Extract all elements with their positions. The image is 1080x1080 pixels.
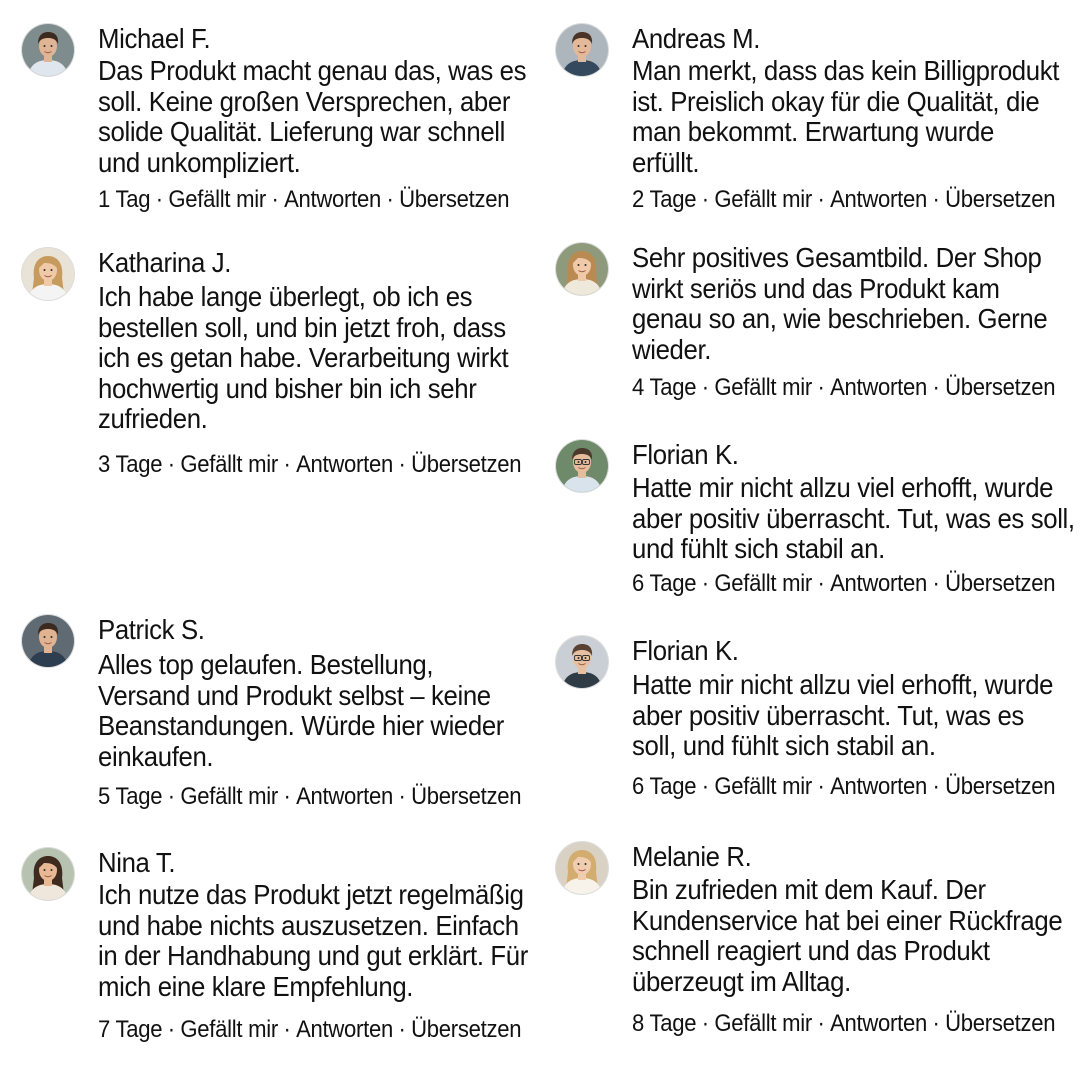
comment-timestamp: 2 Tage — [632, 186, 697, 213]
comment-meta — [98, 451, 521, 479]
comment-timestamp: 6 Tage — [632, 570, 697, 597]
separator-dot: · — [701, 570, 709, 597]
comment-text-line: aber positiv überrascht. Tut, was es soll, — [632, 502, 1075, 534]
comment-text — [632, 875, 1062, 997]
comment-author[interactable]: Melanie R. — [632, 841, 752, 872]
like-button[interactable]: Gefällt mir — [180, 783, 278, 810]
reply-button[interactable]: Antworten — [296, 1016, 394, 1043]
separator-dot: · — [932, 1010, 940, 1037]
separator-dot: · — [167, 1016, 175, 1043]
comment-text-line: zufrieden. — [98, 403, 208, 434]
translate-button[interactable]: Übersetzen — [945, 1010, 1056, 1037]
comment-text-line: und unkompliziert. — [98, 146, 301, 178]
comment-text — [632, 243, 1047, 365]
separator-dot: · — [817, 773, 825, 800]
comment-text — [98, 56, 526, 178]
separator-dot: · — [283, 1016, 291, 1043]
separator-dot: · — [398, 783, 406, 810]
translate-button[interactable]: Übersetzen — [945, 374, 1056, 401]
avatar-man-glasses-icon[interactable] — [556, 636, 608, 688]
translate-button[interactable]: Übersetzen — [945, 186, 1056, 213]
avatar-woman-icon[interactable] — [556, 842, 608, 894]
comment-text-line: und habe nichts auszusetzen. Einfach — [98, 909, 519, 941]
comment-text-line: bestellen soll, und bin jetzt froh, dass — [98, 311, 506, 343]
comment-meta — [98, 1016, 521, 1044]
comment-text-line: Hatte mir nicht allzu viel erhofft, wurde — [632, 669, 1054, 700]
comment-timestamp: 5 Tage — [98, 783, 163, 810]
comment-text-line: überzeugt im Alltag. — [632, 965, 851, 997]
comment-text-line: Kundenservice hat bei einer Rückfrage — [632, 904, 1063, 936]
separator-dot: · — [817, 186, 825, 213]
separator-dot: · — [701, 186, 709, 213]
comment-meta — [98, 783, 521, 811]
comment-text — [98, 282, 508, 435]
comment-text-line: Beanstandungen. Würde hier wieder — [98, 710, 505, 741]
comment-text-line: ich es getan habe. Verarbeitung wirkt — [98, 342, 509, 373]
reply-button[interactable]: Antworten — [296, 451, 394, 478]
separator-dot: · — [167, 451, 175, 478]
comment-author[interactable]: Florian K. — [632, 635, 739, 666]
comment-text-line: man bekommt. Erwartung wurde — [632, 116, 994, 147]
separator-dot: · — [167, 783, 175, 810]
comment-text-line: soll, und fühlt sich stabil an. — [632, 730, 936, 761]
separator-dot: · — [398, 1016, 406, 1043]
comment-text-line: in der Handhabung und gut erklärt. Für — [98, 940, 528, 971]
comment-text-line: erfüllt. — [632, 146, 700, 178]
separator-dot: · — [932, 570, 940, 597]
separator-dot: · — [701, 374, 709, 401]
comment-timestamp: 6 Tage — [632, 773, 697, 800]
comment-meta — [632, 186, 1055, 214]
separator-dot: · — [932, 773, 940, 800]
comment-meta — [98, 186, 509, 214]
separator-dot: · — [386, 186, 394, 213]
comment-text-line: mich eine klare Empfehlung. — [98, 970, 414, 1002]
comment-text-line: Ich nutze das Produkt jetzt regelmäßig — [98, 879, 524, 910]
avatar-man-icon[interactable] — [556, 24, 608, 76]
comment-text-line: Das Produkt macht genau das, was es — [98, 55, 527, 86]
reply-button[interactable]: Antworten — [284, 186, 382, 213]
separator-dot: · — [932, 186, 940, 213]
comment-author[interactable]: Andreas M. — [632, 23, 761, 54]
comment-text — [632, 670, 1053, 762]
separator-dot: · — [701, 773, 709, 800]
separator-dot: · — [932, 374, 940, 401]
reply-button[interactable]: Antworten — [296, 783, 394, 810]
comment-text-line: solide Qualität. Lieferung war schnell — [98, 116, 505, 147]
reply-button[interactable]: Antworten — [830, 186, 928, 213]
comment-text-line: wirkt seriös und das Produkt kam — [632, 272, 1000, 304]
comment-text — [632, 56, 1059, 178]
like-button[interactable]: Gefällt mir — [168, 186, 266, 213]
translate-button[interactable]: Übersetzen — [411, 783, 522, 810]
comment-text-line: hochwertig und bisher bin ich sehr — [98, 372, 477, 404]
comment-timestamp: 4 Tage — [632, 374, 697, 401]
comment-text — [98, 650, 504, 772]
comment-author[interactable]: Florian K. — [632, 439, 739, 470]
avatar-woman-icon[interactable] — [22, 848, 74, 900]
comment-meta — [632, 1010, 1055, 1038]
separator-dot: · — [271, 186, 279, 213]
reply-button[interactable]: Antworten — [830, 374, 928, 401]
translate-button[interactable]: Übersetzen — [945, 570, 1056, 597]
comment-text-line: schnell reagiert und das Produkt — [632, 935, 990, 966]
separator-dot: · — [398, 451, 406, 478]
comment-text-line: Versand und Produkt selbst – keine — [98, 679, 491, 711]
translate-button[interactable]: Übersetzen — [411, 1016, 522, 1043]
separator-dot: · — [283, 451, 291, 478]
like-button[interactable]: Gefällt mir — [714, 570, 812, 597]
translate-button[interactable]: Übersetzen — [411, 451, 522, 478]
avatar-man-icon[interactable] — [22, 615, 74, 667]
comment-timestamp: 1 Tag — [98, 186, 151, 213]
separator-dot: · — [155, 186, 163, 213]
translate-button[interactable]: Übersetzen — [945, 773, 1056, 800]
like-button[interactable]: Gefällt mir — [714, 773, 812, 800]
avatar-woman-icon[interactable] — [22, 248, 74, 300]
comment-text-line: wieder. — [632, 333, 712, 365]
comment-text — [632, 473, 1075, 565]
comment-text-line: aber positiv überrascht. Tut, was es — [632, 699, 1024, 731]
comment-text-line: Alles top gelaufen. Bestellung, — [98, 649, 434, 680]
comment-author[interactable]: Katharina J. — [98, 247, 232, 278]
separator-dot: · — [817, 374, 825, 401]
avatar-man-glasses-icon[interactable] — [556, 440, 608, 492]
avatar-woman-icon[interactable] — [556, 243, 608, 295]
like-button[interactable]: Gefällt mir — [714, 1010, 812, 1037]
comment-text-line: ist. Preislich okay für die Qualität, die — [632, 85, 1040, 117]
comment-author[interactable]: Patrick S. — [98, 614, 205, 645]
like-button[interactable]: Gefällt mir — [714, 374, 812, 401]
separator-dot: · — [701, 1010, 709, 1037]
translate-button[interactable]: Übersetzen — [399, 186, 510, 213]
comment-author[interactable]: Nina T. — [98, 847, 176, 878]
comment-timestamp: 3 Tage — [98, 451, 163, 478]
separator-dot: · — [817, 1010, 825, 1037]
reply-button[interactable]: Antworten — [830, 1010, 928, 1037]
separator-dot: · — [283, 783, 291, 810]
like-button[interactable]: Gefällt mir — [714, 186, 812, 213]
like-button[interactable]: Gefällt mir — [180, 451, 278, 478]
reply-button[interactable]: Antworten — [830, 570, 928, 597]
comment-text-line: Hatte mir nicht allzu viel erhofft, wurde — [632, 472, 1054, 503]
avatar-man-icon[interactable] — [22, 24, 74, 76]
comment-text-line: Man merkt, dass das kein Billigprodukt — [632, 55, 1059, 86]
comment-text — [98, 880, 528, 1002]
comment-text-line: Ich habe lange überlegt, ob ich es — [98, 281, 473, 312]
comment-text-line: genau so an, wie beschrieben. Gerne — [632, 303, 1048, 334]
comment-author[interactable]: Michael F. — [98, 23, 211, 54]
comment-timestamp: 7 Tage — [98, 1016, 163, 1043]
reply-button[interactable]: Antworten — [830, 773, 928, 800]
comment-timestamp: 8 Tage — [632, 1010, 697, 1037]
comment-meta — [632, 374, 1055, 402]
like-button[interactable]: Gefällt mir — [180, 1016, 278, 1043]
comment-text-line: Bin zufrieden mit dem Kauf. Der — [632, 874, 986, 905]
comment-text-line: soll. Keine großen Versprechen, aber — [98, 85, 511, 117]
comment-meta — [632, 773, 1055, 801]
comment-meta — [632, 570, 1055, 598]
comment-text-line: einkaufen. — [98, 740, 214, 772]
separator-dot: · — [817, 570, 825, 597]
comment-text-line: und fühlt sich stabil an. — [632, 533, 885, 564]
comment-text-line: Sehr positives Gesamtbild. Der Shop — [632, 242, 1042, 273]
